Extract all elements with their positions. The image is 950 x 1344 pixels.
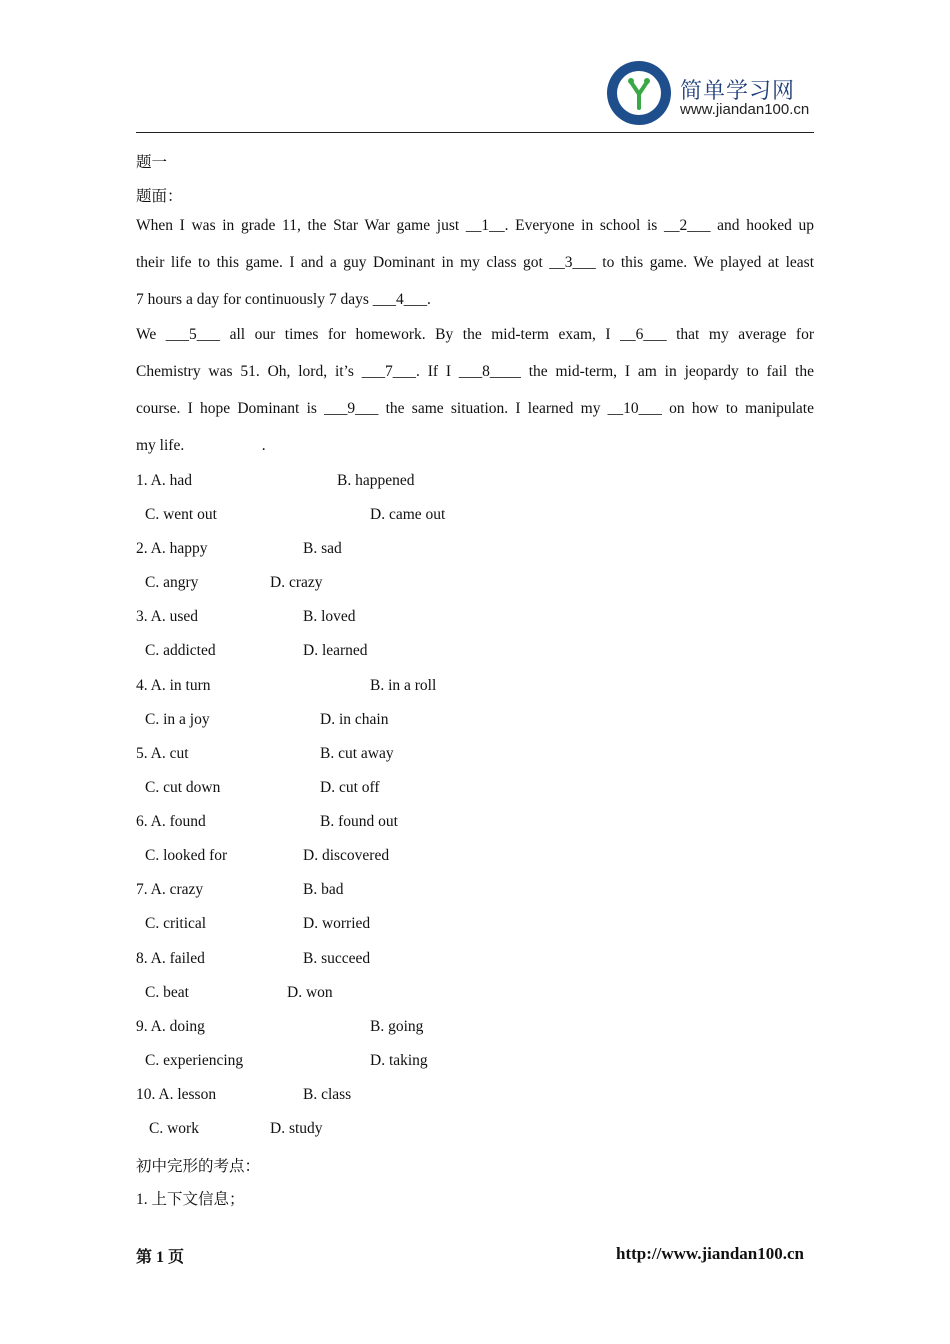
question-5-option-b: B. cut away: [320, 745, 394, 762]
question-4-option-a: 4. A. in turn: [136, 677, 211, 694]
passage-line: course. I hope Dominant is ___9___ the same situation. I learned my __10___ on how to manipulate: [136, 400, 814, 417]
passage-line: When I was in grade 11, the Star War game just __1__. Everyone in school is __2___ and hooked up: [136, 217, 814, 234]
question-10-option-b: B. class: [303, 1086, 352, 1103]
question-10-option-d: D. study: [270, 1120, 323, 1137]
question-10-option-c: C. work: [149, 1120, 199, 1137]
question-7-option-d: D. worried: [303, 915, 371, 932]
question-6-option-b: B. found out: [320, 813, 398, 830]
passage-line: Chemistry was 51. Oh, lord, it’s ___7___. If I ___8____ the mid-term, I am in jeopardy to fail the: [136, 363, 814, 380]
logo-seal-icon: [606, 60, 672, 126]
question-4-option-b: B. in a roll: [370, 677, 437, 694]
question-6-option-a: 6. A. found: [136, 813, 206, 830]
question-8-option-c: C. beat: [145, 984, 189, 1001]
question-1-option-b: B. happened: [337, 472, 415, 489]
logo-url: www.jiandan100.cn: [680, 101, 810, 118]
point-item: 1. 上下文信息；: [136, 1191, 245, 1208]
question-5-option-d: D. cut off: [320, 779, 380, 796]
question-7-option-a: 7. A. crazy: [136, 881, 204, 898]
question-3-option-c: C. addicted: [145, 642, 216, 659]
passage-paragraph-1: [136, 207, 814, 318]
question-5-option-c: C. cut down: [145, 779, 221, 796]
logo-title: 简单学习网: [680, 79, 796, 104]
page-number: 第 1 页: [136, 1249, 185, 1266]
question-9-option-b: B. going: [370, 1018, 424, 1035]
question-4-option-d: D. in chain: [320, 711, 389, 728]
section-heading: 初中完形的考点：: [136, 1158, 261, 1175]
passage-paragraph-2: [136, 316, 814, 464]
question-6-option-c: C. looked for: [145, 847, 228, 864]
question-3-option-b: B. loved: [303, 608, 356, 625]
footer-url[interactable]: http://www.jiandan100.cn: [616, 1244, 804, 1263]
question-1-option-d: D. came out: [370, 506, 446, 523]
question-8-option-d: D. won: [287, 984, 333, 1001]
question-9-option-d: D. taking: [370, 1052, 428, 1069]
question-subtitle: 题面：: [136, 188, 183, 205]
question-2-option-d: D. crazy: [270, 574, 323, 591]
question-2-option-b: B. sad: [303, 540, 342, 557]
question-title: 题一: [136, 154, 168, 171]
question-7-option-b: B. bad: [303, 881, 344, 898]
question-7-option-c: C. critical: [145, 915, 207, 932]
header-logo: [606, 60, 816, 130]
question-1-option-c: C. went out: [145, 506, 217, 523]
question-8-option-a: 8. A. failed: [136, 950, 205, 967]
question-3-option-a: 3. A. used: [136, 608, 198, 625]
passage-line: 7 hours a day for continuously 7 days ___4___.: [136, 291, 431, 308]
passage-line: We ___5___ all our times for homework. By the mid-term exam, I __6___ that my average for: [136, 326, 814, 343]
passage-line: their life to this game. I and a guy Dominant in my class got __3___ to this game. We played at least: [136, 254, 814, 271]
question-4-option-c: C. in a joy: [145, 711, 210, 728]
question-10-option-a: 10. A. lesson: [136, 1086, 217, 1103]
question-3-option-d: D. learned: [303, 642, 368, 659]
question-2-option-a: 2. A. happy: [136, 540, 208, 557]
question-5-option-a: 5. A. cut: [136, 745, 189, 762]
header-divider: [136, 132, 814, 133]
question-8-option-b: B. succeed: [303, 950, 371, 967]
question-1-option-a: 1. A. had: [136, 472, 192, 489]
passage-line: my life. .: [136, 437, 266, 454]
question-9-option-a: 9. A. doing: [136, 1018, 205, 1035]
question-6-option-d: D. discovered: [303, 847, 390, 864]
question-2-option-c: C. angry: [145, 574, 199, 591]
question-9-option-c: C. experiencing: [145, 1052, 244, 1069]
